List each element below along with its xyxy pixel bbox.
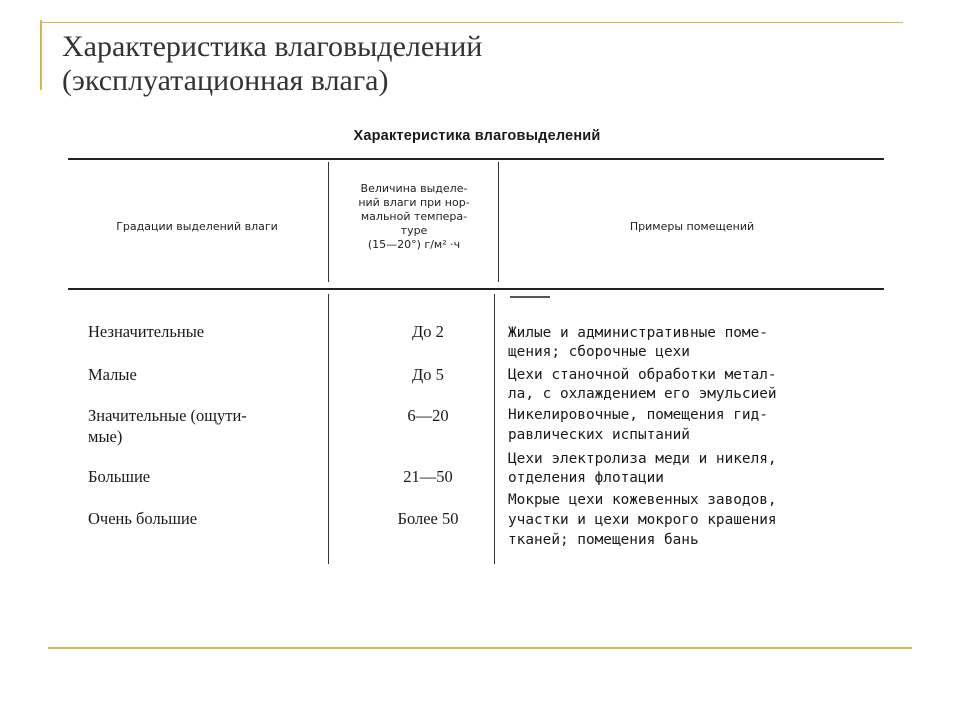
slide-accent-vertical-line (40, 20, 42, 90)
row-3-value: 6—20 (407, 406, 449, 425)
row-2-value: До 5 (412, 365, 444, 384)
table-top-rule (68, 158, 884, 160)
slide-accent-top-line (40, 22, 903, 23)
row-2-example-line-2: ла, с охлаждением его эмульсией (508, 386, 777, 402)
row-1-example-line-1: Жилые и административные поме- (508, 325, 768, 341)
header-divider-2 (498, 162, 499, 282)
row-3-example-line-2: равлических испытаний (508, 427, 690, 443)
row-5-gradation: Очень большие (88, 509, 198, 528)
row-5-example-line-2: участки и цехи мокрого крашения (508, 512, 777, 528)
row-2-example-line-1: Цехи станочной обработки метал- (508, 367, 777, 383)
slide-title (62, 30, 882, 98)
row-1-example-line-2: щения; сборочные цехи (508, 344, 690, 360)
row-1-value: До 2 (412, 322, 444, 341)
header-value-line-1: Величина выделе- (360, 182, 468, 195)
header-value-line-3: мальной темпера- (360, 210, 468, 223)
row-5-value: Более 50 (397, 509, 459, 528)
table-header-rule (68, 288, 884, 290)
row-1-gradation: Незначительные (88, 322, 205, 341)
scanned-table (62, 110, 892, 570)
slide-title-line-1: Характеристика влаговыделений (62, 30, 483, 63)
header-divider-1 (328, 162, 329, 282)
slide-title-line-2: (эксплуатационная влага) (62, 64, 389, 97)
header-gradation: Градации выделений влаги (116, 220, 278, 233)
row-3-example-line-1: Никелировочные, помещения гид- (508, 407, 768, 423)
row-4-value: 21—50 (403, 467, 453, 486)
row-5-example-line-1: Мокрые цехи кожевенных заводов, (508, 492, 777, 508)
row-4-gradation: Большие (88, 467, 151, 486)
row-3-gradation-line-2: мые) (88, 427, 123, 446)
slide-accent-bottom-line (48, 647, 912, 649)
row-4-example-line-1: Цехи электролиза меди и никеля, (508, 451, 777, 467)
header-value-line-2: ний влаги при нор- (358, 196, 470, 209)
row-3-gradation-line-1: Значительные (ощути- (88, 406, 247, 425)
decorative-dash (510, 296, 550, 298)
table-caption: Характеристика влаговыделений (353, 128, 601, 144)
body-divider-1 (328, 294, 329, 564)
header-value-line-5: (15—20°) г/м² ·ч (367, 238, 461, 251)
row-2-gradation: Малые (88, 365, 137, 384)
header-value-line-4: туре (400, 224, 428, 237)
header-examples: Примеры помещений (629, 220, 755, 233)
row-4-example-line-2: отделения флотации (508, 470, 664, 486)
header-value (332, 182, 496, 252)
row-5-example-line-3: тканей; помещения бань (508, 532, 699, 548)
